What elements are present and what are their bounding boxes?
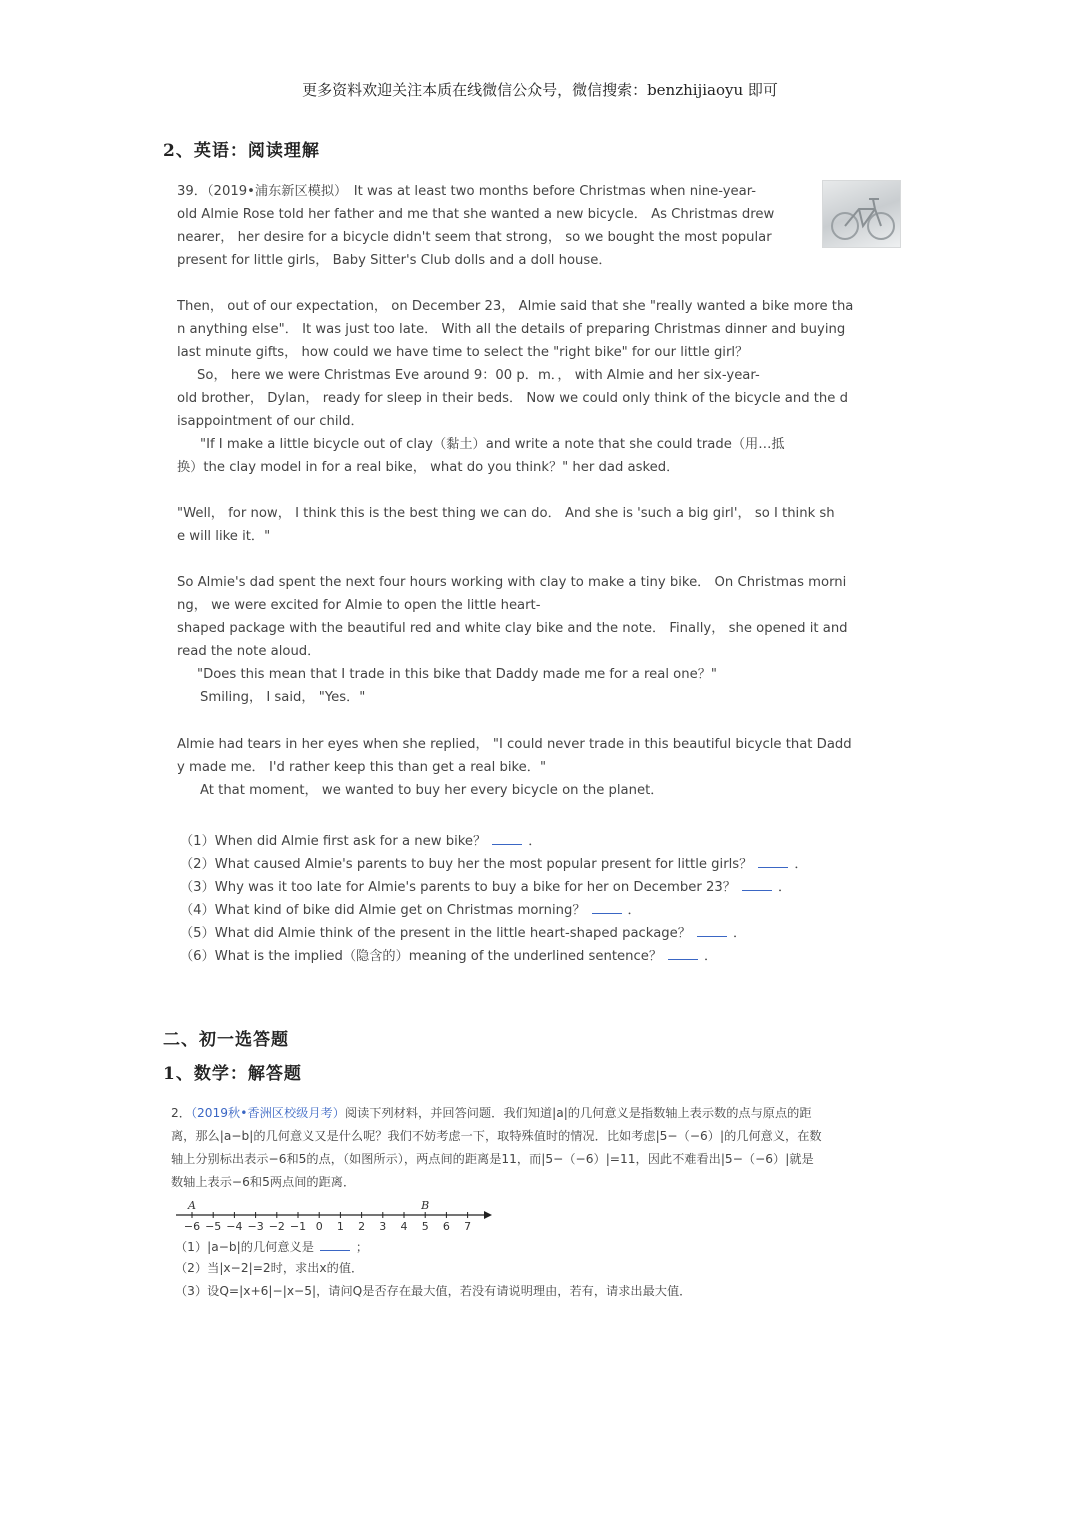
question-period: ． [777,880,792,895]
tick-label: −2 [268,1220,285,1233]
point-a-label: A [188,1199,196,1212]
text-line: present for little girls， Baby Sitter's Club dolls and a doll house． [177,253,612,268]
question-text: （4）What kind of bike did Almie get on Christmas morning？ [180,903,586,918]
passage-paragraph-8 [177,733,901,802]
text-line: 39．（2019•浦东新区模拟） It was at least two months before Christmas when nine-year- [177,184,757,199]
tick-label: 5 [421,1220,429,1233]
question-1 [180,830,541,849]
tick-label: −5 [205,1220,222,1233]
text-line: last minute gifts， how could we have time to select the "right bike" for our little girl？ [177,345,749,360]
text-line: ng， we were excited for Almie to open the little heart- [177,598,541,613]
arrow-right-icon [484,1211,492,1219]
question-2 [180,853,808,872]
underlined-sentence: At that moment， we wanted to buy her every bicycle on the planet． [200,783,664,798]
question-4 [180,899,641,918]
answer-blank[interactable] [492,830,522,845]
text-line: e will like it．" [177,529,271,544]
text-line: 离，那么|a−b|的几何意义又是什么呢？我们不妨考虑一下，取特殊值时的情况．比如考虑|5−（−6）|的几何意义，在数 [171,1129,822,1143]
math-material [171,1102,905,1194]
tick-label: 7 [464,1220,472,1233]
answer-blank[interactable] [758,853,788,868]
tick-label: −4 [226,1220,243,1233]
question-text: （3）Why was it too late for Almie's parents to buy a bike for her on December 23？ [180,880,736,895]
text-line: So， here we were Christmas Eve around 9：00 p．m．， with Almie and her six-year- [197,368,760,383]
problem-text: 阅读下列材料，并回答问题．我们知道|a|的几何意义是指数轴上表示数的点与原点的距 [344,1106,812,1120]
problem-number: 2． [171,1106,191,1120]
question-end: ； [355,1240,369,1254]
question-text: （1）|a−b|的几何意义是 [175,1240,314,1254]
math-question-2: （2）当|x−2|=2时，求出x的值． [175,1261,364,1275]
text-line: old brother， Dylan， ready for sleep in their beds． Now we could only think of the bicycle and the d [177,391,848,406]
question-text: （5）What did Almie think of the present in the little heart-shaped package？ [180,926,691,941]
text-line: So Almie's dad spent the next four hours working with clay to make a tiny bike． On Christmas morni [177,575,847,590]
text-line: shaped package with the beautiful red and white clay bike and the note． Finally， she opened it and [177,621,848,636]
text-line: Then， out of our expectation， on December 23， Almie said that she "really wanted a bike more tha [177,299,854,314]
section-heading-two: 二、初一选答题 [163,1030,289,1050]
answer-blank[interactable] [592,899,622,914]
question-6 [180,945,717,964]
passage-paragraph-2 [177,295,901,479]
text-line: 轴上分别标出表示−6和5的点，（如图所示），两点间的距离是11，而|5−（−6）|=11，因此不难看出|5−（−6）|就是 [171,1152,814,1166]
question-text: （6）What is the implied（隐含的）meaning of the underlined sentence？ [180,949,663,964]
question-period: ． [704,949,718,964]
answer-blank[interactable] [668,945,698,960]
tick-label: 6 [442,1220,450,1233]
question-period: ． [794,857,808,872]
text-line: isappointment of our child． [177,414,364,429]
answer-blank[interactable] [320,1236,350,1251]
answer-blank[interactable] [697,922,727,937]
text-line: "If I make a little bicycle out of clay（黏土）and write a note that she could trade（用…抵 [200,437,785,452]
text-line: n anything else"． It was just too late． With all the details of preparing Christmas dinner and buying [177,322,846,337]
passage-paragraph-5 [177,502,901,548]
text-line: 换）the clay model in for a real bike， what do you think？" her dad asked． [177,460,680,475]
question-period: ． [528,834,542,849]
text-line: "Does this mean that I trade in this bike that Daddy made me for a real one？" [197,667,717,682]
tick-label: 1 [336,1220,344,1233]
text-line [171,1102,905,1125]
tick-label: −3 [247,1220,264,1233]
math-question-3: （3）设Q=|x+6|−|x−5|，请问Q是否存在最大值，若没有请说明理由，若有，请求出最大值． [175,1284,692,1298]
math-question-1 [175,1236,368,1255]
text-line: y made me． I'd rather keep this than get a real bike．" [177,760,547,775]
answer-blank[interactable] [742,876,772,891]
text-line: 数轴上表示−6和5两点间的距离． [171,1175,356,1189]
tick-label: 3 [379,1220,387,1233]
text-line: "Well， for now， I think this is the best thing we can do． And she is 'such a big girl'， so I think sh [177,506,835,521]
point-b-label: B [421,1199,430,1212]
question-text: （1）When did Almie first ask for a new bike？ [180,834,487,849]
section-heading-math: 1、数学：解答题 [163,1064,302,1084]
tick-label: 2 [358,1220,366,1233]
page-header: 更多资料欢迎关注本质在线微信公众号，微信搜索：benzhijiaoyu 即可 [302,81,778,99]
text-line: nearer， her desire for a bicycle didn't seem that strong， so we bought the most popular [177,230,772,245]
text-line: Almie had tears in her eyes when she replied， "I could never trade in this beautiful bicycle that Dadd [177,737,852,752]
tick-label: −6 [183,1220,201,1233]
question-3 [180,876,791,895]
problem-source-link[interactable]: （2019秋•香洲区校级月考） [190,1106,345,1120]
question-text: （2）What caused Almie's parents to buy her the most popular present for little girls？ [180,857,753,872]
tick-label: −1 [289,1220,307,1233]
question-period: ． [732,926,747,941]
section-heading-english: 2、英语：阅读理解 [163,141,320,161]
passage-paragraph-6 [177,571,901,709]
tick-label: 4 [400,1220,408,1233]
text-line: Smiling， I said， "Yes．" [200,690,366,705]
passage-paragraph-1 [177,180,901,272]
text-line: old Almie Rose told her father and me that she wanted a new bicycle． As Christmas drew [177,207,775,222]
tick-label: 0 [315,1220,323,1233]
number-line [172,1198,502,1234]
text-line: read the note aloud． [177,644,321,659]
question-5 [180,922,746,941]
question-period: ． [627,903,641,918]
